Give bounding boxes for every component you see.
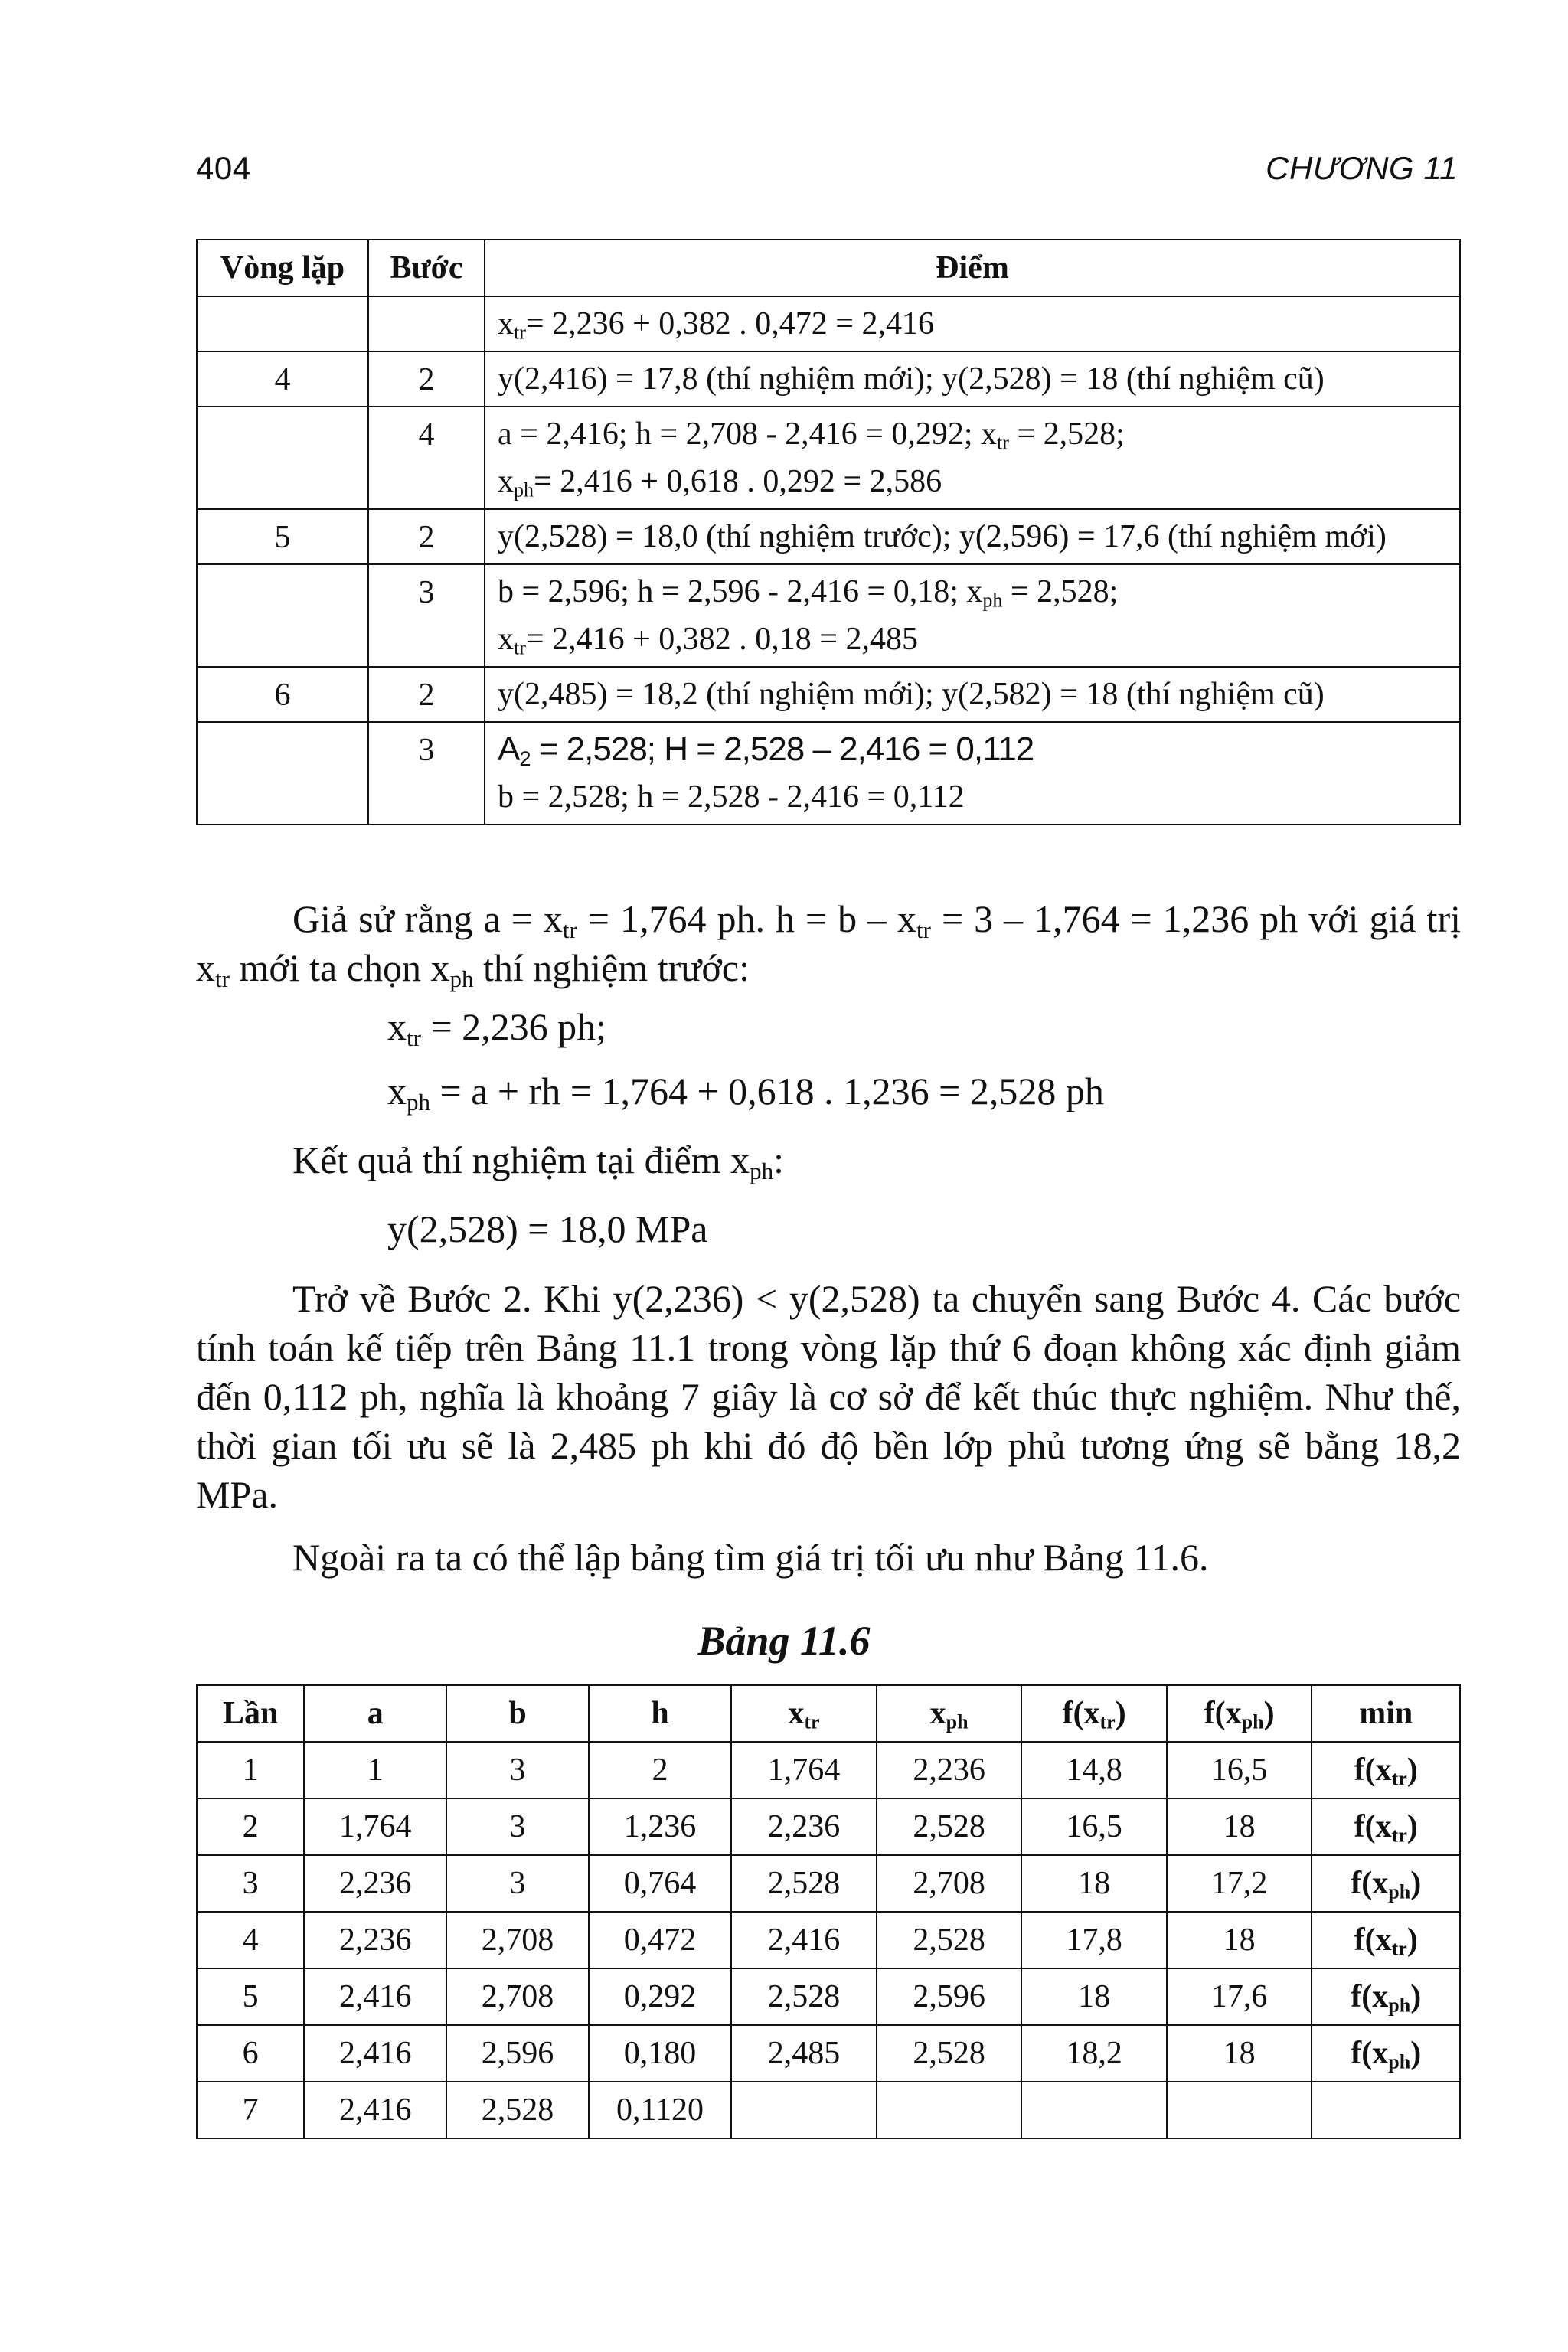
paragraph-3: Ngoài ra ta có thể lập bảng tìm giá trị tối ưu như Bảng 11.6. <box>292 1536 1209 1579</box>
loop-cell <box>197 564 368 667</box>
column-header: $x_{tr}$ <box>731 1685 877 1742</box>
table-cell: $f(x_{ph})$ <box>1312 2025 1460 2082</box>
table-row <box>197 1798 1460 1855</box>
point-cell <box>485 351 1460 407</box>
table-cell <box>1021 2082 1166 2138</box>
result-line: Kết quả thí nghiệm tại điểm $x_{ph}$: <box>292 1138 785 1184</box>
table-cell: 0,292 <box>589 1968 731 2025</box>
point-cell <box>485 296 1460 351</box>
table-row <box>197 296 1460 351</box>
table-cell: 6 <box>197 2025 304 2082</box>
table-cell: 2,528 <box>731 1855 877 1912</box>
point-line: a = 2,416; h = 2,708 - 2,416 = 0,292; $x_{tr} = 2,528$; <box>498 416 1125 454</box>
column-header: $f(x_{ph})$ <box>1167 1685 1312 1742</box>
chapter-title: CHƯƠNG 11 <box>1266 150 1458 186</box>
table-cell: 5 <box>197 1968 304 2025</box>
column-header: b <box>446 1685 589 1742</box>
step-cell: 2 <box>368 667 485 722</box>
table-cell: 0,1120 <box>589 2082 731 2138</box>
table-cell: 2,416 <box>304 2025 446 2082</box>
step-cell <box>368 296 485 351</box>
table-cell: 2,596 <box>446 2025 589 2082</box>
step-cell: 3 <box>368 722 485 825</box>
iteration-table-header <box>197 240 1460 296</box>
table-cell: 1 <box>304 1742 446 1798</box>
iteration-table <box>196 239 1461 825</box>
table-cell: 2,528 <box>877 1798 1022 1855</box>
table-row <box>197 509 1460 564</box>
loop-cell <box>197 407 368 509</box>
table-cell: 2,708 <box>877 1855 1022 1912</box>
table-cell: 17,8 <box>1021 1912 1166 1968</box>
table-cell: 1,236 <box>589 1798 731 1855</box>
table-row <box>197 564 1460 667</box>
step-cell: 3 <box>368 564 485 667</box>
table-cell: 0,764 <box>589 1855 731 1912</box>
column-header: $f(x_{tr})$ <box>1021 1685 1166 1742</box>
table-cell: 2,596 <box>877 1968 1022 2025</box>
table-cell: 18 <box>1167 1912 1312 1968</box>
optimum-table-header <box>197 1685 1460 1742</box>
table-cell <box>1167 2082 1312 2138</box>
point-line: y(2,485) = 18,2 (thí nghiệm mới); y(2,582) = 18 (thí nghiệm cũ) <box>498 677 1325 712</box>
equation-xph: $x_{ph} = a$ + rh = 1,764 + 0,618 . 1,236 = 2,528 ph <box>387 1070 1104 1116</box>
table-cell: 0,180 <box>589 2025 731 2082</box>
table-row <box>197 1855 1460 1912</box>
table-cell: 3 <box>446 1742 589 1798</box>
point-cell <box>485 509 1460 564</box>
table-cell: 2,528 <box>877 1912 1022 1968</box>
table-cell: 18 <box>1167 2025 1312 2082</box>
table-cell: 2,236 <box>877 1742 1022 1798</box>
point-line: $A_2 = 2,528$; H = 2,528 – 2,416 = 0,112 <box>498 730 1034 770</box>
table-cell: 1,764 <box>304 1798 446 1855</box>
point-cell <box>485 564 1460 667</box>
page-number: 404 <box>196 150 251 186</box>
table-cell: 2,528 <box>731 1968 877 2025</box>
equation-xtr: $x_{tr} = 2,236$ ph; <box>387 1005 607 1051</box>
table-cell: 2,236 <box>304 1912 446 1968</box>
table-cell: 2,416 <box>304 1968 446 2025</box>
table-cell: 2,485 <box>731 2025 877 2082</box>
table-cell: 2,708 <box>446 1968 589 2025</box>
table-cell <box>1312 2082 1460 2138</box>
table-row <box>197 1968 1460 2025</box>
point-line: $x_{tr}= 2,416 + 0,382$ . 0,18 = 2,485 <box>498 622 918 659</box>
table-cell: 18,2 <box>1021 2025 1166 2082</box>
loop-cell: 6 <box>197 667 368 722</box>
loop-cell <box>197 296 368 351</box>
table-cell: 3 <box>446 1798 589 1855</box>
paragraph-1: Giả sử rằng $a = x_{tr} = 1,764$ ph. $h = b - x_{tr} = 3 - 1,764 = 1,236$ ph với giá trị $x_{tr}$ mới ta chọn $x_{ph}$ thí nghiệm trước: <box>196 897 1461 992</box>
column-header: h <box>589 1685 731 1742</box>
table-cell: 2,416 <box>304 2082 446 2138</box>
table-cell: 7 <box>197 2082 304 2138</box>
point-cell <box>485 407 1460 509</box>
step-cell: 2 <box>368 351 485 407</box>
column-header: Lần <box>197 1685 304 1742</box>
equation-result: y(2,528) = 18,0 MPa <box>387 1207 708 1250</box>
table-cell: 18 <box>1167 1798 1312 1855</box>
table-row <box>197 2082 1460 2138</box>
table-cell: $f(x_{tr})$ <box>1312 1798 1460 1855</box>
loop-cell <box>197 722 368 825</box>
table-cell: 2 <box>589 1742 731 1798</box>
optimum-table <box>196 1684 1461 2139</box>
point-line: $x_{tr}= 2,236 + 0,382$ . 0,472 = 2,416 <box>498 306 934 344</box>
table-cell: 2,528 <box>446 2082 589 2138</box>
loop-cell: 4 <box>197 351 368 407</box>
step-cell: 4 <box>368 407 485 509</box>
table-row <box>197 1912 1460 1968</box>
table-cell: 1 <box>197 1742 304 1798</box>
table-cell: $f(x_{ph})$ <box>1312 1855 1460 1912</box>
table-cell: 16,5 <box>1167 1742 1312 1798</box>
paragraph-2: Trở về Bước 2. Khi y(2,236) < y(2,528) ta chuyển sang Bước 4. Các bước tính toán kế tiếp trên Bảng 11.1 trong vòng lặp thứ 6 đoạn không xác định giảm đến 0,112 ph, nghĩa là khoảng 7 giây là cơ sở để kết thúc thực nghiệm. Như thế, thời gian tối ưu sẽ là 2,485 ph khi đó độ bền lớp phủ tương ứng sẽ bằng 18,2 MPa. <box>196 1277 1461 1516</box>
table-cell: 17,2 <box>1167 1855 1312 1912</box>
table-cell: 2,236 <box>731 1798 877 1855</box>
point-line: y(2,528) = 18,0 (thí nghiệm trước); y(2,596) = 17,6 (thí nghiệm mới) <box>498 519 1387 554</box>
header-step: Bước <box>368 240 485 296</box>
table-cell: 2,416 <box>731 1912 877 1968</box>
table-cell: 3 <box>197 1855 304 1912</box>
table-caption: Bảng 11.6 <box>697 1618 871 1664</box>
column-header: $x_{ph}$ <box>877 1685 1022 1742</box>
point-cell <box>485 667 1460 722</box>
table-cell: 3 <box>446 1855 589 1912</box>
table-row <box>197 407 1460 509</box>
table-cell: 2 <box>197 1798 304 1855</box>
column-header: min <box>1312 1685 1460 1742</box>
table-cell: 18 <box>1021 1855 1166 1912</box>
table-cell: 2,528 <box>877 2025 1022 2082</box>
column-header: a <box>304 1685 446 1742</box>
table-cell: $f(x_{tr})$ <box>1312 1912 1460 1968</box>
table-cell <box>731 2082 877 2138</box>
table-cell: 16,5 <box>1021 1798 1166 1855</box>
table-cell: 4 <box>197 1912 304 1968</box>
table-cell: $f(x_{ph})$ <box>1312 1968 1460 2025</box>
table-cell: 1,764 <box>731 1742 877 1798</box>
table-cell: 2,708 <box>446 1912 589 1968</box>
point-line: b = 2,596; h = 2,596 - 2,416 = 0,18; $x_{ph} = 2,528$; <box>498 574 1119 612</box>
table-cell <box>877 2082 1022 2138</box>
table-cell: 14,8 <box>1021 1742 1166 1798</box>
table-row <box>197 722 1460 825</box>
table-cell: 18 <box>1021 1968 1166 2025</box>
table-row <box>197 2025 1460 2082</box>
table-cell: $f(x_{tr})$ <box>1312 1742 1460 1798</box>
table-row <box>197 1742 1460 1798</box>
point-line: y(2,416) = 17,8 (thí nghiệm mới); y(2,528) = 18 (thí nghiệm cũ) <box>498 361 1325 397</box>
table-cell: 2,236 <box>304 1855 446 1912</box>
point-line: $x_{ph}= 2,416 + 0,618$ . 0,292 = 2,586 <box>498 464 942 501</box>
point-cell <box>485 722 1460 825</box>
loop-cell: 5 <box>197 509 368 564</box>
table-cell: 17,6 <box>1167 1968 1312 2025</box>
table-cell: 0,472 <box>589 1912 731 1968</box>
table-row <box>197 351 1460 407</box>
table-row <box>197 667 1460 722</box>
header-point: Điểm <box>485 240 1460 296</box>
step-cell: 2 <box>368 509 485 564</box>
header-loop: Vòng lặp <box>197 240 368 296</box>
point-line: b = 2,528; h = 2,528 - 2,416 = 0,112 <box>498 779 965 815</box>
